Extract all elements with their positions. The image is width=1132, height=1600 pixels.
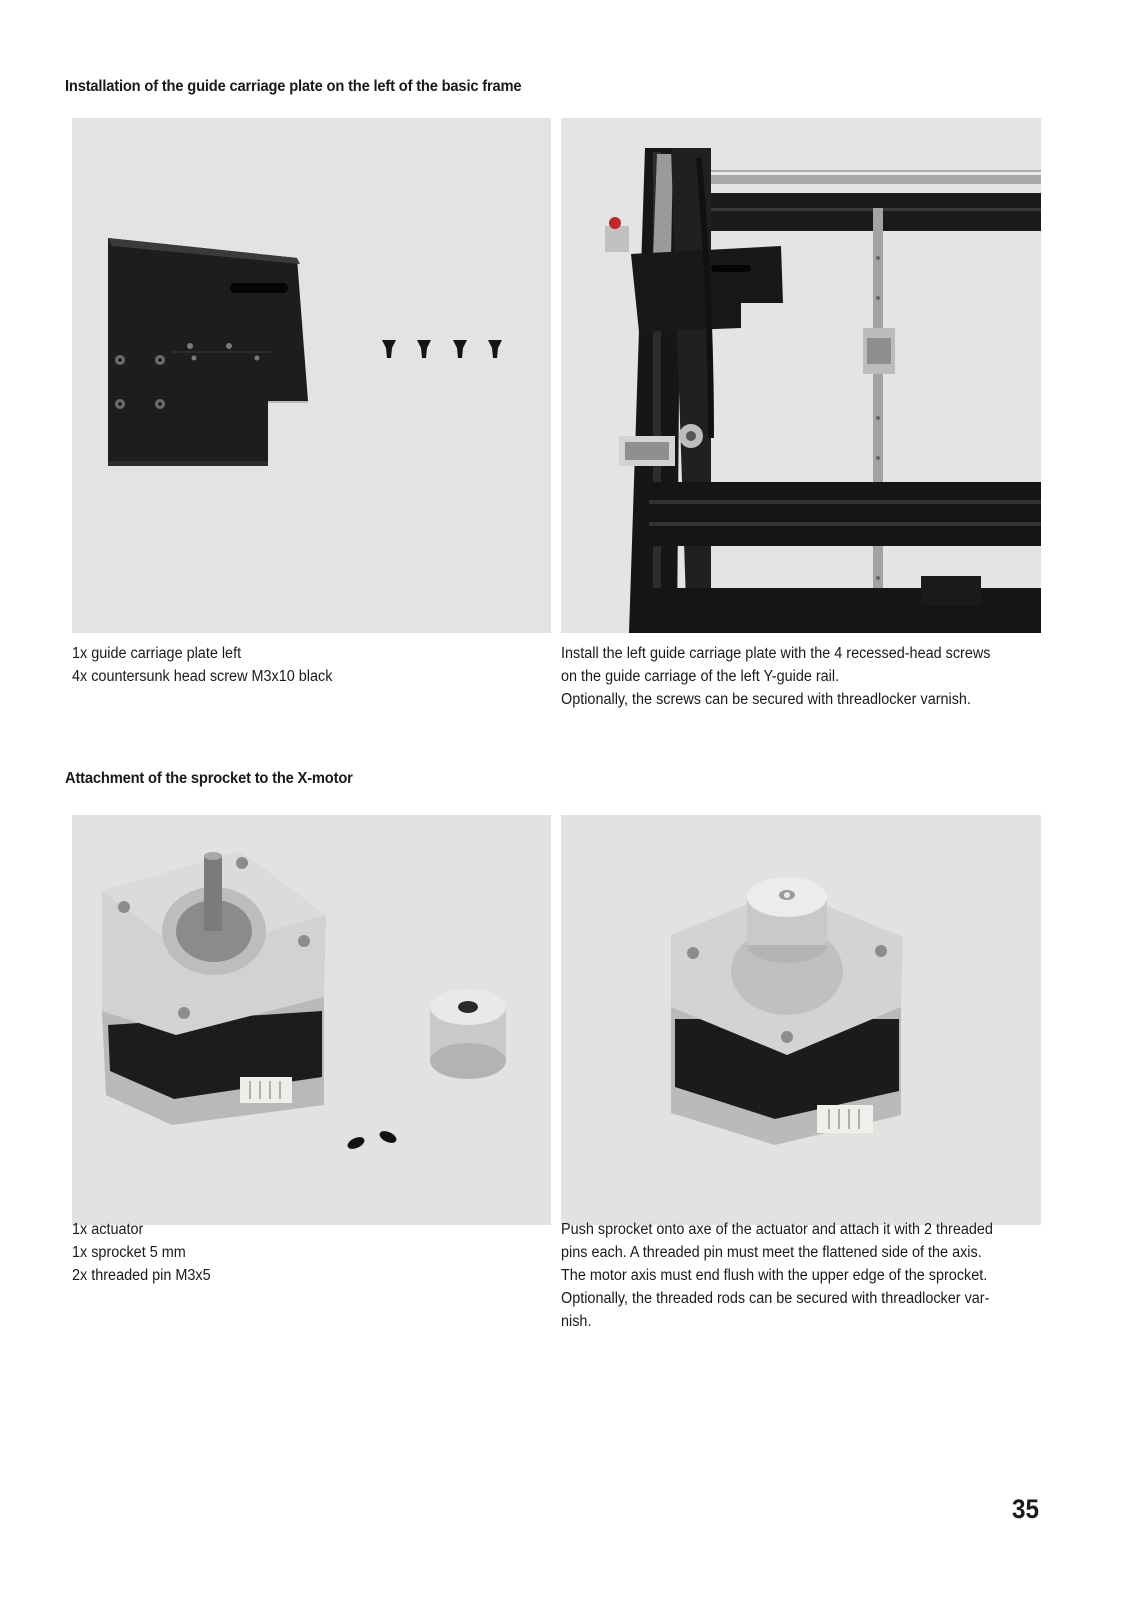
section2-instructions [561,1218,993,1333]
photo-sprocket-mounted-on-motor [561,815,1041,1225]
section1-instructions [561,642,990,711]
instruction-line: pins each. A threaded pin must meet the flattened side of the axis. [561,1244,982,1261]
photo-motor-sprocket-pins [72,815,551,1225]
instruction-line: Optionally, the screws can be secured with threadlocker varnish. [561,691,971,708]
section2-parts-list [72,1218,211,1287]
instruction-line: nish. [561,1313,592,1330]
parts-list-item: 1x actuator [72,1221,144,1238]
parts-list-item: 1x sprocket 5 mm [72,1244,186,1261]
photo-plate-installed-on-frame [561,118,1041,633]
parts-list-item: 2x threaded pin M3x5 [72,1267,211,1284]
photo-carriage-plate-and-screws [72,118,551,633]
parts-list-item: 1x guide carriage plate left [72,645,242,662]
page-number: 35 [1011,1494,1039,1524]
section1-parts-list [72,642,332,688]
instruction-line: Push sprocket onto axe of the actuator and attach it with 2 threaded [561,1221,993,1238]
instruction-line: on the guide carriage of the left Y-guide rail. [561,668,840,685]
instruction-line: Optionally, the threaded rods can be secured with threadlocker var- [561,1290,990,1307]
section1-heading: Installation of the guide carriage plate on the left of the basic frame [65,78,522,95]
parts-list-item: 4x countersunk head screw M3x10 black [72,668,333,685]
section2-heading: Attachment of the sprocket to the X-motor [65,770,353,787]
instruction-line: The motor axis must end flush with the upper edge of the sprocket. [561,1267,988,1284]
instruction-line: Install the left guide carriage plate with the 4 recessed-head screws [561,645,991,662]
